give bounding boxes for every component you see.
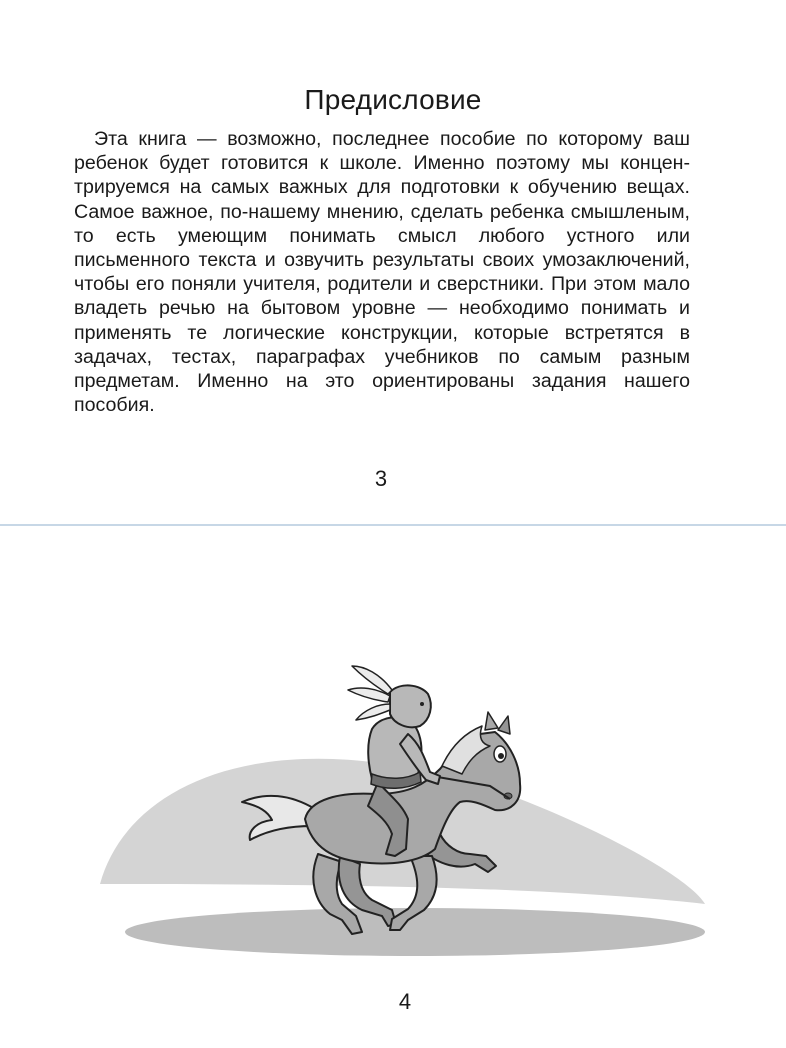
- feather-icon-3: [356, 704, 390, 720]
- preface-paragraph: Эта книга — возможно, последнее пособие по которому ваш ребенок будет готовится к школе. Именно поэтому мы концентрируемся на самых важных для подготовки к обучению вещах. Самое важное, по-нашему мнению, сделать ребенка смышленым, то есть умеющим понимать смысл любого устного или письменного текста и озвучить результаты своих умозаключений, чтобы его поняли учителя, родители и сверстники. При этом мало владеть речью на бытовом уровне — необходимо понимать и применять те логические конструкции, которые встретятся в задачах, тестах, параграфах учебников по самым разным предметам. Именно на это ориентированы задания нашего пособия.: [74, 128, 690, 417]
- page-number-4: 4: [398, 989, 412, 1014]
- rider-eye: [420, 702, 424, 706]
- rider-head: [390, 685, 431, 727]
- page-4: [0, 526, 786, 1048]
- horse-ear: [485, 712, 498, 730]
- horse-ear-2: [498, 716, 510, 734]
- horse-pupil: [498, 753, 504, 759]
- page-number-3: 3: [374, 466, 388, 491]
- horse-rider-illustration-icon: [90, 634, 710, 974]
- page-title: Предисловие: [304, 84, 482, 115]
